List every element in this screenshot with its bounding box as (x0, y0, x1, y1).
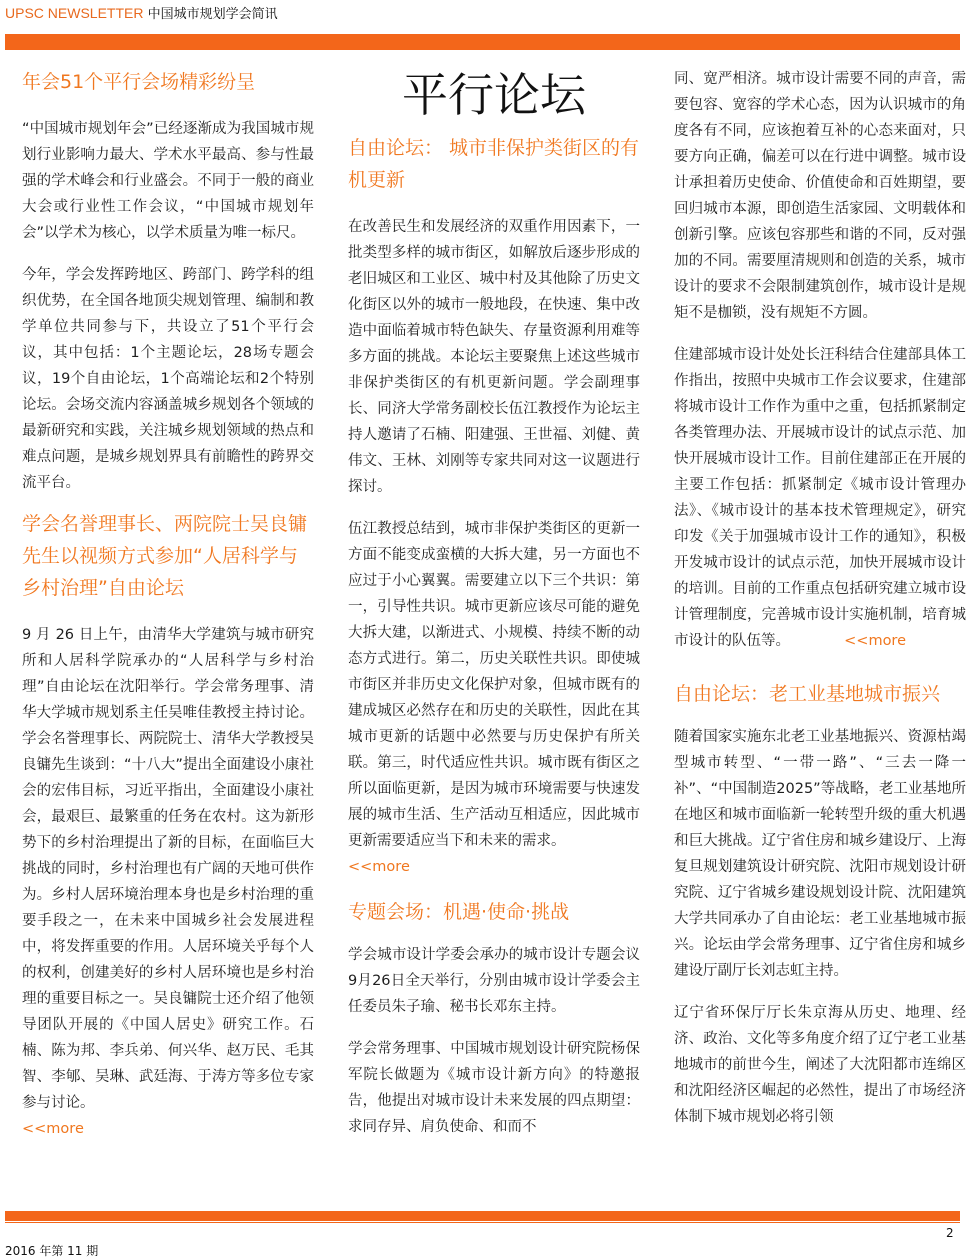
column-left (22, 64, 314, 1142)
more-link[interactable]: <<more (22, 1121, 84, 1137)
section-title-parallel-sessions: 年会51个平行会场精彩纷呈 (22, 71, 256, 93)
section-title-urban-renewal: 自由论坛： 城市非保护类街区的有机更新 (348, 137, 640, 191)
paragraph: 在改善民生和发展经济的双重作用因素下，一批类型多样的城市街区，如解放后逐步形成的老旧城区和工业区、城中村及其他除了历史文化街区以外的城市一般地段，在快速、集中改造中面临着城市特色缺失、存量资源利用难等多方面的挑战。本论坛主要聚焦上述这些城市非保护类街区的有机更新问题。学会副理事长、同济大学常务副校长伍江教授作为论坛主持人邀请了石楠、阳建强、王世福、刘健、黄伟文、王林、刘刚等专家共同对这一议题进行探讨。 (348, 219, 640, 495)
newsletter-brand: UPSC NEWSLETTER (5, 5, 144, 21)
column-right (674, 66, 966, 1130)
more-link[interactable]: <<more (844, 633, 906, 649)
issue-label: 2016 年第 11 期 (5, 1244, 99, 1258)
paragraph: 学会常务理事、中国城市规划设计研究院杨保军院长做题为《城市设计新方向》的特邀报告，他提出对城市设计未来发展的四点期望：求同存异、肩负使命、和而不 (348, 1041, 640, 1135)
more-link[interactable]: <<more (348, 859, 410, 875)
paragraph: 9 月 26 日上午，由清华大学建筑与城市研究所和人居科学院承办的“人居科学与乡村治理”自由论坛在沈阳举行。学会常务理事、清华大学城市规划系主任吴唯佳教授主持讨论。学会名誉理事长、两院院士、清华大学教授吴良镛先生谈到：“十八大”提出全面建设小康社会的宏伟目标，习近平指出，全面建设小康社会，最艰巨、最繁重的任务在农村。这为新形势下的乡村治理提出了新的目标，在面临巨大挑战的同时，乡村治理也有广阔的天地可供作为。乡村人居环境治理本身也是乡村治理的重要手段之一，在未来中国城乡社会发展进程中，将发挥重要的作用。人居环境关乎每个人的权利，创建美好的乡村人居环境也是乡村治理的重要目标之一。吴良镛院士还介绍了他领导团队开展的《中国人居史》研究工作。石楠、陈为邦、李兵弟、何兴华、赵万民、毛其智、李郇、吴琳、武廷海、于涛方等多位专家参与讨论。 (22, 627, 314, 1111)
header-bar (5, 34, 960, 50)
column-middle (348, 64, 640, 1140)
paragraph: 伍江教授总结到，城市非保护类街区的更新一方面不能变成蛮横的大拆大建，另一方面也不应过于小心翼翼。需要建立以下三个共识：第一，引导性共识。城市更新应该尽可能的避免大拆大建，以渐进式、小规模、持续不断的动态方式进行。第二，历史关联性共识。即使城市街区并非历史文化保护对象，但城市既有的建成城区必然存在和历史的关联性，因此在其城市更新的话题中必然要与历史保护有所关联。第三，时代适应性共识。城市既有街区之所以面临更新，是因为城市环境需要与快速发展的城市生活、生产活动互相适应，因此城市更新需要适应当下和未来的需求。 (348, 521, 640, 849)
paragraph: 住建部城市设计处处长汪科结合住建部具体工作指出，按照中央城市工作会议要求，住建部将城市设计工作作为重中之重，包括抓紧制定各类管理办法、开展城市设计的试点示范、加快开展城市设计工作。目前住建部正在开展的主要工作包括：抓紧制定《城市设计管理办法》、《城市设计的基本技术管理规定》，研究印发《关于加强城市设计工作的通知》，积极开发城市设计的试点示范，加快开展城市设计的培训。目前的工作重点包括研究建立城市设计管理制度，完善城市设计实施机制，培育城市设计的队伍等。 (674, 347, 966, 649)
paragraph: “中国城市规划年会”已经逐渐成为我国城市规划行业影响力最大、学术水平最高、参与性最强的学术峰会和行业盛会。不同于一般的商业大会或行业性工作会议，“中国城市规划年会”以学术为核心，以学术质量为唯一标尺。 (22, 121, 314, 241)
newsletter-header (5, 3, 278, 22)
newsletter-subtitle: 中国城市规划学会简讯 (147, 7, 278, 22)
section-title-urban-design-session: 专题会场：机遇·使命·挑战 (348, 901, 570, 923)
paragraph: 同、宽严相济。城市设计需要不同的声音，需要包容、宽容的学术心态，因为认识城市的角度各有不同，应该抱着互补的心态来面对，只要方向正确，偏差可以在行进中调整。城市设计承担着历史使命、价值使命和百姓期望，要回归城市本源，即创造生活家园、文明载体和创新引擎。应该包容那些和谐的不同，反对强加的不同。需要厘清规则和创造的关系，城市设计的要求不会限制建筑创作，城市设计是规矩不是枷锁，没有规矩不方圆。 (674, 71, 966, 321)
paragraph: 今年，学会发挥跨地区、跨部门、跨学科的组织优势，在全国各地顶尖规划管理、编制和教学单位共同参与下，共设立了51个平行会议，其中包括：1个主题论坛，28场专题会议，19个自由论坛，1个高端论坛和2个特别论坛。会场交流内容涵盖城乡规划各个领域的最新研究和实践，关注城乡规划领域的热点和难点问题，是城乡规划界具有前瞻性的跨界交流平台。 (22, 267, 314, 491)
page-title: 平行论坛 (402, 68, 586, 122)
section-title-old-industrial-base: 自由论坛：老工业基地城市振兴 (674, 683, 941, 705)
footer-bar (5, 1211, 960, 1221)
paragraph: 学会城市设计学委会承办的城市设计专题会议9月26日全天举行，分别由城市设计学委会主任委员朱子瑜、秘书长邓东主持。 (348, 947, 640, 1015)
page-number: 2 (946, 1226, 954, 1240)
footer-rule (5, 1222, 960, 1223)
paragraph: 随着国家实施东北老工业基地振兴、资源枯竭型城市转型、“一带一路”、“三去一降一补”、“中国制造2025”等战略，老工业基地所在地区和城市面临新一轮转型升级的重大机遇和巨大挑战。辽宁省住房和城乡建设厅、上海复旦规划建筑设计研究院、沈阳市规划设计研究院、辽宁省城乡建设规划设计院、沈阳建筑大学共同承办了自由论坛：老工业基地城市振兴。论坛由学会常务理事、辽宁省住房和城乡建设厅副厅长刘志虹主持。 (674, 729, 966, 979)
paragraph: 辽宁省环保厅厅长朱京海从历史、地理、经济、政治、文化等多角度介绍了辽宁老工业基地城市的前世今生，阐述了大沈阳都市连绵区和沈阳经济区崛起的必然性，提出了市场经济体制下城市规划必将引领 (674, 1005, 966, 1125)
section-title-wu-liangyong: 学会名誉理事长、两院院士吴良镛先生以视频方式参加“人居科学与乡村治理”自由论坛 (22, 513, 308, 599)
